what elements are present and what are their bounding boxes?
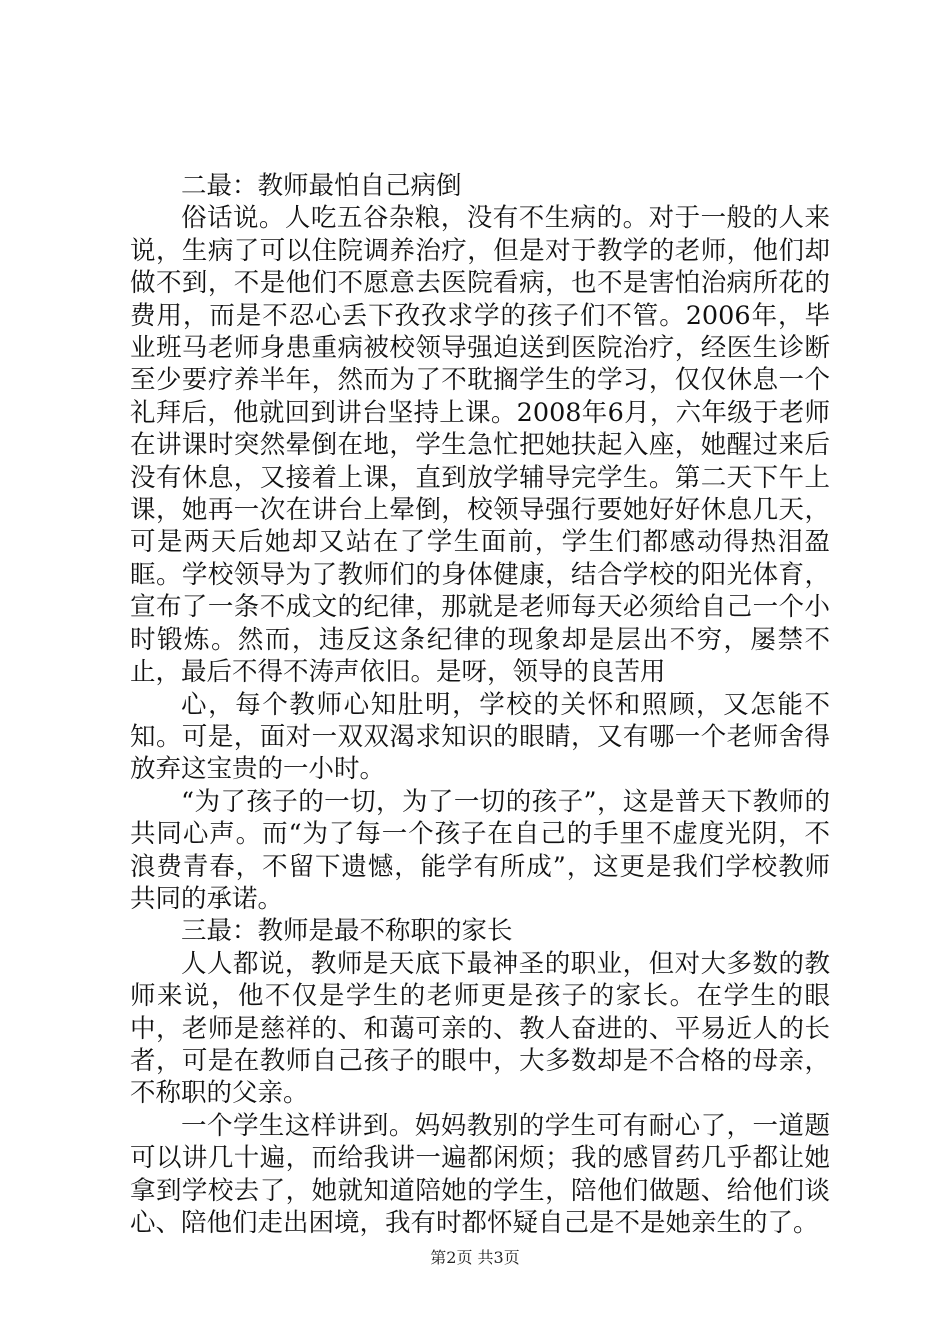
paragraph-student-story: 一个学生这样讲到。妈妈教别的学生可有耐心了，一道题可以讲几十遍，而给我讲一遍都闲烦；我的感冒药几乎都让她拿到学校去了，她就知道陪她的学生，陪他们做题、给他们谈心、陪他们走出困境，我有时都怀疑自己是不是她亲生的了。 bbox=[130, 1110, 830, 1238]
paragraph-care: 心，每个教师心知肚明，学校的关怀和照顾，又怎能不知。可是，面对一双双渴求知识的眼睛，又有哪一个老师舍得放弃这宝贵的一小时。 bbox=[130, 689, 830, 785]
heading-second-worry: 二最：教师最怕自己病倒 bbox=[181, 171, 462, 201]
paragraph-parents: 人人都说，教师是天底下最神圣的职业，但对大多数的教师来说，他不仅是学生的老师更是孩子的家长。在学生的眼中，老师是慈祥的、和蔼可亲的、教人奋进的、平易近人的长者，可是在教师自己孩子的眼中，大多数却是不合格的母亲，不称职的父亲。 bbox=[130, 948, 830, 1109]
document-body bbox=[130, 170, 830, 1239]
paragraph-common-voice: “为了孩子的一切，为了一切的孩子”，这是普天下教师的共同心声。而“为了每一个孩子在自己的手里不虚度光阴，不浪费青春，不留下遗憾，能学有所成”，这更是我们学校教师共同的承诺。 bbox=[130, 786, 830, 914]
page-number-footer: 第2页 共3页 bbox=[430, 1248, 520, 1267]
heading-third-worry: 三最：教师是最不称职的家长 bbox=[181, 916, 513, 947]
paragraph-illness: 俗话说。人吃五谷杂粮，没有不生病的。对于一般的人来说，生病了可以住院调养治疗，但是对于教学的老师，他们却做不到，不是他们不愿意去医院看病，也不是害怕治病所花的费用，而是不忍心丢下孜孜求学的孩子们不管。2006年，毕业班马老师身患重病被校领导强迫送到医院治疗，经医生诊断至少要疗养半年，然而为了不耽搁学生的学习，仅仅休息一个礼拜后，他就回到讲台坚持上课。2008年6月，六年级于老师在讲课时突然晕倒在地，学生急忙把她扶起入座，她醒过来后没有休息，又接着上课，直到放学辅导完学生。第二天下午上课，她再一次在讲台上晕倒，校领导强行要她好好休息几天，可是两天后她却又站在了学生面前，学生们都感动得热泪盈眶。学校领导为了教师们的身体健康，结合学校的阳光体育，宣布了一条不成文的纪律，那就是老师每天必须给自己一个小时锻炼。然而，违反这条纪律的现象却是层出不穷，屡禁不止，最后不得不涛声依旧。是呀，领导的良苦用 bbox=[130, 203, 830, 688]
